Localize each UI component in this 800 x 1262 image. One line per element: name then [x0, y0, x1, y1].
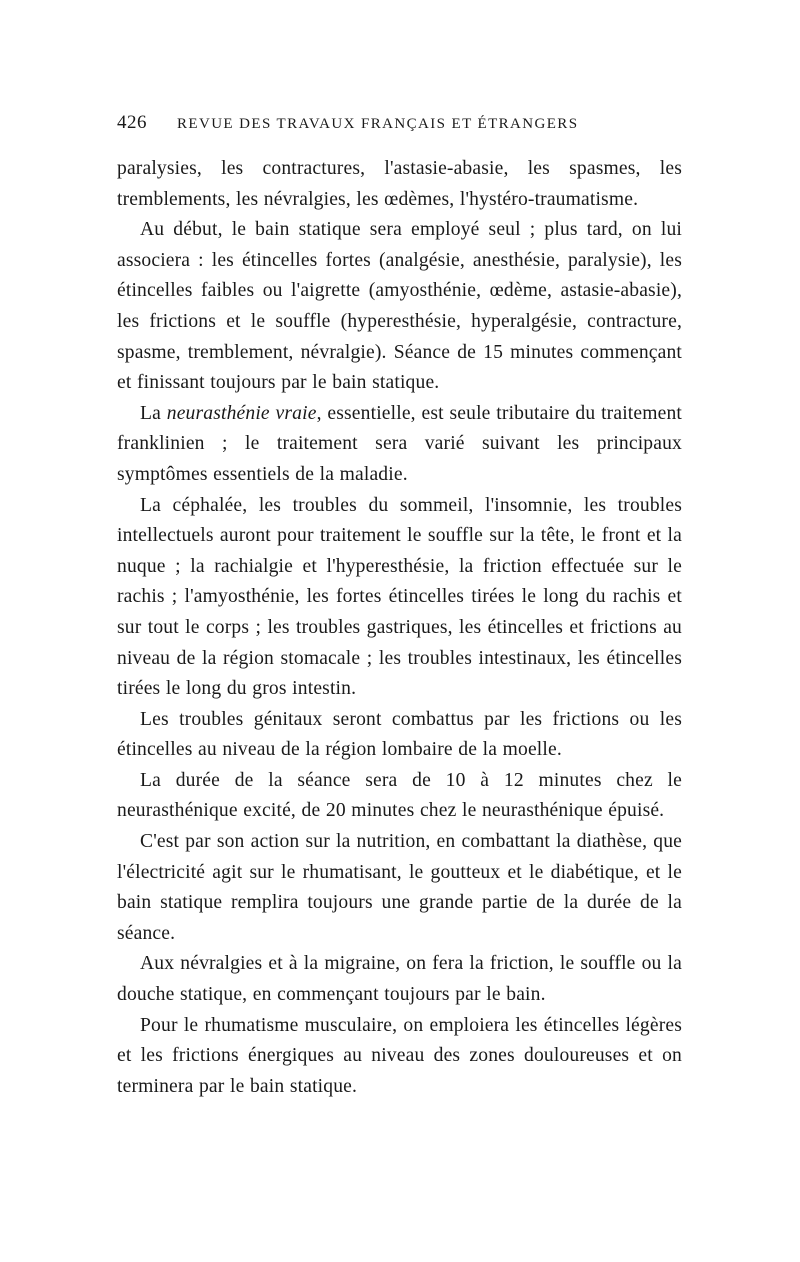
paragraph-9-text: Pour le rhumatisme musculaire, on emploiera les étincelles légères et les frictions énergiques au niveau des zones douloureuses et on terminera par le bain statique. — [117, 1014, 682, 1097]
paragraph-8-text: Aux névralgies et à la migraine, on fera la friction, le souffle ou la douche statique, en commençant toujours par le bain. — [117, 953, 682, 1006]
paragraph-6 — [117, 766, 682, 827]
paragraph-2 — [117, 215, 682, 399]
paragraph-7 — [117, 827, 682, 949]
paragraph-5 — [117, 705, 682, 766]
paragraph-3-prefix: La — [140, 402, 167, 424]
page-number: 426 — [117, 112, 147, 133]
paragraph-8 — [117, 949, 682, 1010]
page-header — [117, 112, 682, 142]
paragraph-4 — [117, 491, 682, 705]
body-text — [117, 154, 682, 1102]
paragraph-3-italic-term: neurasthénie vraie — [166, 402, 317, 424]
paragraph-7-text: C'est par son action sur la nutrition, en combattant la diathèse, que l'électricité agit sur le rhumatisant, le goutteux et le diabétique, et le bain statique remplira toujours une grande partie de la durée de la séance. — [117, 831, 682, 944]
paragraph-3 — [117, 399, 682, 491]
paragraph-6-text: La durée de la séance sera de 10 à 12 minutes chez le neurasthénique excité, de 20 minutes chez le neurasthénique épuisé. — [117, 769, 682, 822]
paragraph-1 — [117, 154, 682, 215]
paragraph-3-text: , essentielle, est seule tributaire du traitement franklinien ; le traitement sera varié suivant les principaux symptômes essentiels de la maladie. — [117, 402, 682, 485]
book-page — [117, 112, 682, 1102]
paragraph-5-text: Les troubles génitaux seront combattus par les frictions ou les étincelles au niveau de la région lombaire de la moelle. — [117, 708, 682, 761]
paragraph-2-text: Au début, le bain statique sera employé seul ; plus tard, on lui associera : les étincelles fortes (analgésie, anesthésie, paralysie), les étincelles faibles ou l'aigrette (amyosthénie, œdème, astasie-abasie), les frictions et le souffle (hyperesthésie, hyperalgésie, contracture, spasme, tremblement, névralgie). Séance de 15 minutes commençant et finissant toujours par le bain statique. — [117, 219, 682, 394]
paragraph-1-text: paralysies, les contractures, l'astasie-abasie, les spasmes, les tremblements, les névralgies, les œdèmes, l'hystéro-traumatisme. — [117, 158, 682, 210]
paragraph-4-text: La céphalée, les troubles du sommeil, l'insomnie, les troubles intellectuels auront pour traitement le souffle sur la tête, le front et la nuque ; la rachialgie et l'hyperesthésie, la friction effectuée sur le rachis ; l'amyosthénie, les fortes étincelles tirées le long du rachis et sur tout le corps ; les troubles gastriques, les étincelles et frictions au niveau de la région stomacale ; les troubles intestinaux, les étincelles tirées le long du gros intestin. — [117, 494, 682, 700]
paragraph-9 — [117, 1011, 682, 1103]
running-head: REVUE DES TRAVAUX FRANÇAIS ET ÉTRANGERS — [177, 116, 579, 132]
